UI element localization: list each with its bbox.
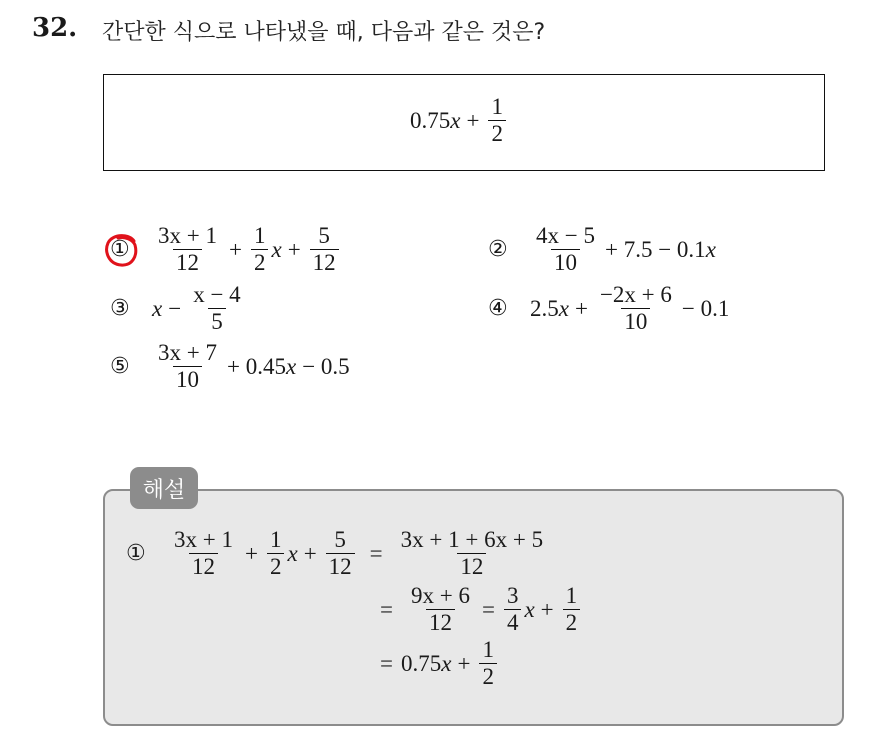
- choice-1-var: x: [271, 236, 282, 262]
- given-var: x: [450, 107, 461, 133]
- solution-line-2: [380, 583, 583, 636]
- given-plus: +: [466, 107, 480, 133]
- choice-3[interactable]: [110, 282, 247, 335]
- solution-l3-frac-den: 2: [479, 663, 497, 690]
- choice-4-lead: 2.5: [530, 295, 559, 321]
- choice-2-var: x: [705, 236, 716, 262]
- choice-1-frac-b-num: 1: [253, 223, 266, 248]
- solution-l1-frac-b: [267, 527, 285, 580]
- choice-1-frac-b: [251, 223, 269, 276]
- solution-l2-frac-a: [408, 583, 473, 636]
- choice-2[interactable]: [488, 223, 716, 276]
- solution-l2-eq: =: [380, 596, 393, 622]
- solution-l1-rhs: [398, 527, 546, 580]
- solution-l1-frac-a: [171, 527, 236, 580]
- choice-5-mark: ⑤: [110, 354, 130, 379]
- choice-1-frac-c-num: 5: [318, 223, 330, 248]
- choice-1-frac-b-den: 2: [251, 249, 269, 276]
- choice-5-frac-den: 10: [173, 366, 202, 393]
- choice-3-op: −: [168, 295, 182, 321]
- choice-4-op: +: [574, 295, 588, 321]
- choice-4-mark: ④: [488, 296, 508, 321]
- solution-l2-eq2: =: [481, 596, 495, 622]
- given-fraction: [488, 94, 506, 147]
- choice-4-frac-num: −2x + 6: [599, 282, 672, 307]
- given-coef: 0.75: [410, 107, 451, 133]
- choice-1[interactable]: [110, 223, 342, 276]
- solution-l1-frac-c: [326, 527, 355, 580]
- solution-l2-frac-b-den: 4: [504, 609, 522, 636]
- choice-1-frac-a-num: 3x + 1: [158, 223, 217, 248]
- solution-l2-frac-c: [563, 583, 581, 636]
- solution-l1-frac-c-den: 12: [326, 553, 355, 580]
- solution-l3-var: x: [441, 650, 452, 676]
- choice-3-lead-var: x: [152, 295, 163, 321]
- solution-l2-frac-a-num: 9x + 6: [410, 583, 470, 608]
- solution-line-3: [380, 637, 500, 690]
- choice-5-frac-num: 3x + 7: [158, 340, 217, 365]
- question-number: 32.: [32, 13, 78, 43]
- choice-2-frac-den: 10: [551, 249, 580, 276]
- choice-1-op1: +: [228, 236, 242, 262]
- selected-circle-icon: [103, 231, 141, 269]
- solution-l1-frac-b-num: 1: [269, 527, 282, 552]
- solution-l2-frac-c-num: 1: [565, 583, 578, 608]
- solution-l1-op2: +: [303, 540, 317, 566]
- solution-l2-frac-c-den: 2: [563, 609, 581, 636]
- solution-l1-var: x: [287, 540, 298, 566]
- given-expression: [410, 94, 509, 147]
- solution-l3-op: +: [457, 650, 471, 676]
- solution-l1-frac-a-num: 3x + 1: [174, 527, 233, 552]
- question-text: 간단한 식으로 나타냈을 때, 다음과 같은 것은?: [102, 20, 546, 45]
- choice-5-frac: [155, 340, 220, 393]
- choice-1-label: ①: [110, 237, 130, 262]
- choice-1-op2: +: [287, 236, 301, 262]
- solution-l3-coef: 0.75: [400, 650, 442, 676]
- solution-l2-var: x: [524, 596, 535, 622]
- solution-l2-op: +: [540, 596, 554, 622]
- choice-5-rest-b: − 0.5: [302, 353, 350, 379]
- choice-1-frac-c-den: 12: [310, 249, 339, 276]
- choice-2-frac-num: 4x − 5: [536, 223, 595, 248]
- choice-3-frac-num: x − 4: [193, 282, 241, 307]
- solution-l1-frac-a-den: 12: [189, 553, 218, 580]
- solution-mark: ①: [126, 541, 146, 566]
- given-frac-den: 2: [488, 120, 506, 147]
- choice-1-frac-c: [310, 223, 339, 276]
- choice-5-var: x: [285, 353, 297, 379]
- choice-4[interactable]: [488, 282, 729, 335]
- solution-l2-frac-b: [504, 583, 522, 636]
- solution-l1-eq: =: [369, 540, 383, 566]
- solution-l1-rhs-num: 3x + 1 + 6x + 5: [400, 527, 544, 552]
- choice-4-frac: [597, 282, 675, 335]
- solution-l1-rhs-den: 12: [457, 553, 486, 580]
- choice-4-rest: − 0.1: [681, 295, 730, 321]
- solution-l1-op1: +: [244, 540, 258, 566]
- solution-l3-frac: [479, 637, 497, 690]
- choice-4-frac-den: 10: [621, 308, 650, 335]
- solution-l1-frac-b-den: 2: [267, 553, 285, 580]
- choice-5-rest-a: + 0.45: [226, 353, 286, 379]
- solution-l3-eq: =: [380, 650, 393, 676]
- choice-2-rest: + 7.5 − 0.1: [604, 236, 706, 262]
- choice-5[interactable]: [110, 340, 350, 393]
- choice-3-mark: ③: [110, 296, 130, 321]
- solution-l1-frac-c-num: 5: [334, 527, 346, 552]
- choice-4-var: x: [558, 295, 569, 321]
- choice-3-frac: [190, 282, 243, 335]
- solution-l2-frac-b-num: 3: [506, 583, 519, 608]
- solution-label: 해설: [130, 467, 198, 509]
- choice-1-mark: [110, 237, 136, 262]
- choice-2-mark: ②: [488, 237, 508, 262]
- choice-1-frac-a: [155, 223, 220, 276]
- solution-l2-frac-a-den: 12: [426, 609, 455, 636]
- solution-line-1: [126, 527, 549, 580]
- choice-2-frac: [533, 223, 598, 276]
- given-frac-num: 1: [491, 94, 503, 119]
- solution-l3-frac-num: 1: [482, 637, 494, 662]
- choice-1-frac-a-den: 12: [173, 249, 202, 276]
- choice-3-frac-den: 5: [208, 308, 226, 335]
